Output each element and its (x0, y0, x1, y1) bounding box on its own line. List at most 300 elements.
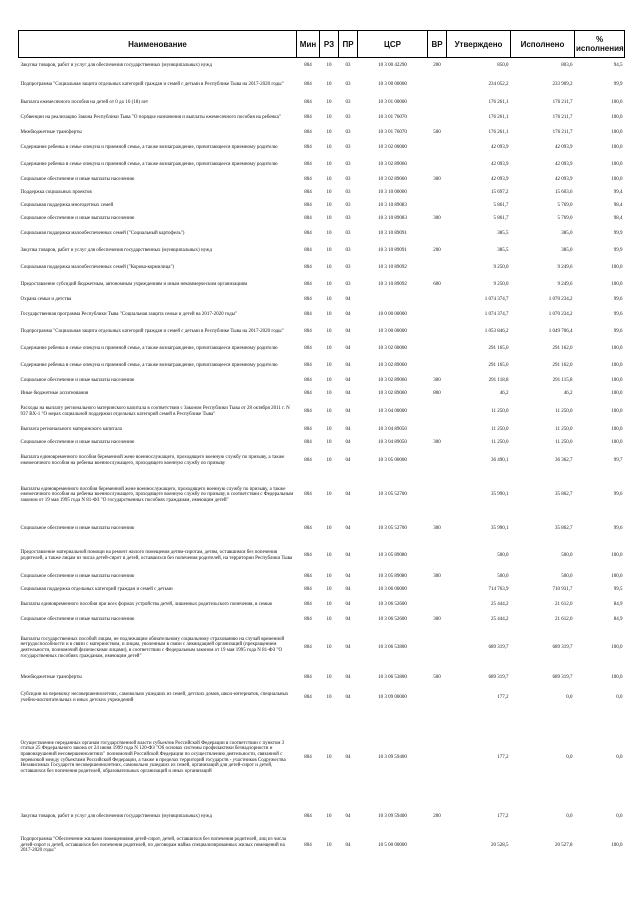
row-pct: 99,5 (613, 587, 623, 593)
row-approved: 35 990,1 (491, 492, 509, 498)
row-min: 804 (304, 363, 312, 369)
row-pct: 100,0 (611, 145, 623, 151)
row-pr: 04 (345, 617, 351, 623)
table-row (19, 829, 625, 863)
row-csr: 10 3 06 53800 (378, 645, 407, 651)
row-pr: 03 (345, 203, 351, 209)
table-row (19, 294, 625, 307)
row-pct: 100,0 (611, 427, 623, 433)
row-pct: 100,0 (611, 346, 623, 352)
row-min: 804 (304, 458, 312, 464)
row-pct: 100,0 (611, 675, 623, 681)
table-row (19, 375, 625, 388)
row-approved: 291 165,0 (488, 346, 509, 352)
row-rz: 10 (326, 248, 332, 254)
row-pr: 04 (345, 754, 351, 760)
row-pct: 99,9 (613, 248, 623, 254)
row-min: 804 (304, 492, 312, 498)
row-name: Социальная поддержка малообеспеченных семей ("Социальный картофель") (20, 231, 185, 237)
row-approved: 1 074 374,7 (484, 297, 509, 303)
row-pr: 04 (345, 526, 351, 532)
row-pct: 100,0 (611, 552, 623, 558)
row-rz: 10 (326, 552, 332, 558)
row-rz: 10 (326, 312, 332, 318)
row-pr: 04 (345, 492, 351, 498)
header-vr: ВР (428, 31, 447, 58)
row-pct: 84,9 (613, 602, 623, 608)
row-pct: 99,6 (613, 312, 623, 318)
row-executed: 42 093,9 (555, 162, 573, 168)
row-approved: 176 261,1 (488, 115, 509, 121)
row-pr: 03 (345, 82, 351, 88)
row-min: 804 (304, 754, 312, 760)
table-row (19, 226, 625, 243)
table-row (19, 243, 625, 260)
row-approved: 176 261,1 (488, 130, 509, 136)
row-vr: 300 (433, 574, 441, 580)
row-vr (428, 358, 447, 375)
row-csr: 10 3 05 52700 (378, 526, 407, 532)
row-name: Предоставление материальной помощи на ремонт жилого помещения детям-сиротам, детям, оставшимся без попечения родителей, а также лицам из числа детей-сирот и детей, оставшихся без попечения родителей, на территории Республики Тыва (20, 549, 293, 561)
row-pct: 0,0 (616, 814, 623, 820)
row-min: 804 (304, 203, 312, 209)
row-approved: 500,0 (497, 574, 509, 580)
row-name: Социальное обеспечение и иные выплаты населению (20, 440, 135, 446)
table-row (19, 157, 625, 174)
row-pr: 04 (345, 695, 351, 701)
row-rz: 10 (326, 814, 332, 820)
row-approved: 35 990,1 (491, 526, 509, 532)
row-name: Иные бюджетные ассигнования (20, 391, 89, 397)
row-rz: 10 (326, 378, 332, 384)
row-min: 804 (304, 177, 312, 183)
row-name: Социальная поддержка многодетных семей (20, 203, 114, 209)
row-pr: 04 (345, 312, 351, 318)
row-executed: 35 862,7 (555, 526, 573, 532)
row-vr (428, 294, 447, 307)
row-min: 804 (304, 145, 312, 151)
row-pct: 94,5 (613, 62, 623, 68)
row-pr: 04 (345, 329, 351, 335)
row-pr: 04 (345, 440, 351, 446)
table-row (19, 571, 625, 584)
row-name: Содержание ребенка в семье опекуна и приемной семье, а также вознаграждение, причитающееся приемному родителю (20, 346, 278, 352)
table-row (19, 424, 625, 437)
row-pct: 100,0 (611, 282, 623, 288)
row-min: 804 (304, 115, 312, 121)
row-executed: 385,0 (561, 231, 573, 237)
row-executed: 46,2 (563, 391, 573, 397)
row-name: Поддержка социальных проектов (20, 190, 92, 196)
row-rz: 10 (326, 346, 332, 352)
row-vr (428, 157, 447, 174)
row-csr: 10 3 01 00000 (378, 100, 407, 106)
row-csr: 10 3 09 59400 (378, 814, 407, 820)
row-approved: 9 250,0 (493, 282, 509, 288)
row-csr: 10 3 10 89083 (378, 203, 407, 209)
row-executed: 233 909,2 (552, 82, 573, 88)
row-vr (428, 140, 447, 157)
row-csr: 10 5 00 00000 (378, 842, 407, 848)
row-approved: 177,2 (497, 814, 509, 820)
table-row (19, 127, 625, 140)
row-name: Выплаты государственных пособий лицам, не подлежащим обязательному социальному страхованию на случай временной нетрудоспособности и в связи с материнством, и лицам, уволенным в связи с ликвидацией организаций (прекращением деятельности, полномочий физическими лицами), в соответствии с Федеральным законом от 19 мая 1995 года N 81-ФЗ "О государственных пособиях гражданам, имеющим детей" (20, 636, 285, 659)
row-name: Закупка товаров, работ и услуг для обеспечения государственных (муниципальных) нужд (20, 62, 213, 68)
row-min: 804 (304, 645, 312, 651)
row-name: Предоставление субсидий бюджетным, автономным учреждениям и иным некоммерческим организациям (20, 282, 248, 288)
row-executed: 5 769,0 (557, 216, 573, 222)
row-pct: 99,6 (613, 526, 623, 532)
table-row (19, 260, 625, 277)
row-csr: 10 3 05 52700 (378, 492, 407, 498)
row-min: 804 (304, 282, 312, 288)
row-executed: 291 162,0 (552, 363, 573, 369)
row-min: 804 (304, 378, 312, 384)
header-min: Мин (297, 31, 320, 58)
header-pr: ПР (339, 31, 358, 58)
row-executed: 15 603,6 (555, 190, 573, 196)
row-pct: 84,9 (613, 617, 623, 623)
row-vr (428, 710, 447, 806)
row-executed: 689 319,7 (552, 675, 573, 681)
row-approved: 42 093,9 (491, 145, 509, 151)
row-pr: 04 (345, 378, 351, 384)
row-pr: 03 (345, 100, 351, 106)
row-approved: 689 319,7 (488, 675, 509, 681)
row-approved: 176 261,1 (488, 100, 509, 106)
row-csr: 10 3 02 00000 (378, 145, 407, 151)
row-approved: 11 250,0 (491, 427, 509, 433)
row-rz: 10 (326, 754, 332, 760)
table-row (19, 213, 625, 226)
row-csr: 10 3 06 53800 (378, 675, 407, 681)
row-name: Выплата ежемесячного пособия на детей от 0 до 16 (18) лет (20, 100, 149, 106)
row-approved: 1 074 374,7 (484, 312, 509, 318)
row-executed: 11 250,0 (555, 409, 573, 415)
row-pr: 04 (345, 842, 351, 848)
row-approved: 42 093,9 (491, 162, 509, 168)
table-row (19, 450, 625, 473)
row-pr: 03 (345, 282, 351, 288)
row-vr (428, 597, 447, 614)
row-executed: 176 211,7 (552, 130, 573, 136)
row-pr: 03 (345, 216, 351, 222)
row-min: 804 (304, 574, 312, 580)
row-rz: 10 (326, 231, 332, 237)
row-pct: 100,0 (611, 177, 623, 183)
header-pct: % исполнения (575, 31, 625, 58)
row-vr (428, 97, 447, 110)
row-min: 804 (304, 231, 312, 237)
row-csr: 10 3 06 52600 (378, 602, 407, 608)
row-rz: 10 (326, 115, 332, 121)
header-name: Наименование (19, 31, 297, 58)
row-csr: 10 3 01 76070 (378, 115, 407, 121)
row-pct: 100,0 (611, 162, 623, 168)
row-executed: 500,0 (561, 552, 573, 558)
row-vr: 300 (433, 440, 441, 446)
row-rz: 10 (326, 526, 332, 532)
row-executed: 1 070 234,2 (548, 312, 573, 318)
row-pr: 03 (345, 130, 351, 136)
row-pr: 04 (345, 346, 351, 352)
row-pct: 0,0 (616, 754, 623, 760)
row-vr (428, 541, 447, 571)
table-row (19, 277, 625, 294)
table-row (19, 806, 625, 829)
table-row (19, 200, 625, 213)
header-executed: Исполнено (511, 31, 575, 58)
row-rz: 10 (326, 265, 332, 271)
table-row (19, 174, 625, 187)
row-min: 804 (304, 162, 312, 168)
row-vr (428, 200, 447, 213)
row-rz: 10 (326, 145, 332, 151)
row-name: Социальное обеспечение и иные выплаты населению (20, 177, 135, 183)
row-csr: 10 3 05 89080 (378, 552, 407, 558)
row-pr: 04 (345, 297, 351, 303)
row-min: 804 (304, 329, 312, 335)
row-pct: 100,0 (611, 409, 623, 415)
row-name: Социальное обеспечение и иные выплаты населению (20, 526, 135, 532)
row-pct: 99,6 (613, 329, 623, 335)
row-approved: 25 444,2 (491, 617, 509, 623)
row-min: 804 (304, 82, 312, 88)
row-csr: 10 3 02 89060 (378, 363, 407, 369)
row-pr: 04 (345, 409, 351, 415)
row-rz: 10 (326, 190, 332, 196)
row-name: Охрана семьи и детства (20, 297, 72, 303)
row-name: Подпрограмма "Социальная защита отдельных категорий граждан и семей с детьми в Республике Тыва на 2017-2020 годы" (20, 329, 284, 335)
row-rz: 10 (326, 574, 332, 580)
table-row (19, 687, 625, 710)
row-approved: 15 697,2 (491, 190, 509, 196)
row-vr: 600 (433, 282, 441, 288)
table-row (19, 110, 625, 127)
row-pct: 99,6 (613, 297, 623, 303)
table-row (19, 437, 625, 450)
row-approved: 177,2 (497, 695, 509, 701)
row-vr: 300 (433, 378, 441, 384)
row-executed: 0,0 (566, 695, 573, 701)
row-rz: 10 (326, 329, 332, 335)
row-csr: 10 3 04 89050 (378, 427, 407, 433)
row-rz: 10 (326, 216, 332, 222)
row-approved: 11 250,0 (491, 440, 509, 446)
row-csr: 10 3 05 00000 (378, 458, 407, 464)
row-pct: 98,4 (613, 203, 623, 209)
row-pr: 04 (345, 391, 351, 397)
row-min: 804 (304, 346, 312, 352)
row-csr: 10 3 02 89060 (378, 391, 407, 397)
row-vr (428, 584, 447, 597)
table-row (19, 358, 625, 375)
row-vr (428, 401, 447, 424)
row-min: 804 (304, 100, 312, 106)
row-csr: 10 3 10 89091 (378, 231, 407, 237)
row-name: Выплата единовременного пособия беременной жене военнослужащего, проходящего военную службу по призыву, а также ежемесячного пособия на ребенка военнослужащего, проходящего военную службу по призыву (20, 455, 285, 466)
row-executed: 803,6 (561, 62, 573, 68)
row-vr (428, 473, 447, 518)
row-approved: 5 861,7 (493, 216, 509, 222)
row-name: Закупка товаров, работ и услуг для обеспечения государственных (муниципальных) нужд (20, 248, 213, 254)
table-row (19, 627, 625, 670)
row-pct: 0,0 (616, 695, 623, 701)
row-executed: 291 162,0 (552, 346, 573, 352)
row-executed: 11 250,0 (555, 440, 573, 446)
row-approved: 46,2 (499, 391, 509, 397)
row-rz: 10 (326, 427, 332, 433)
table-row (19, 388, 625, 401)
row-pr: 03 (345, 265, 351, 271)
row-approved: 36 490,1 (491, 458, 509, 464)
row-name: Подпрограмма "Социальная защита отдельных категорий граждан и семей с детьми в Республике Тыва на 2017-2020 годы" (20, 82, 284, 88)
row-vr (428, 687, 447, 710)
row-approved: 20 528,5 (491, 842, 509, 848)
row-min: 804 (304, 62, 312, 68)
row-rz: 10 (326, 492, 332, 498)
row-csr: 10 3 06 00000 (378, 587, 407, 593)
table-row (19, 597, 625, 614)
row-vr (428, 324, 447, 341)
row-min: 804 (304, 312, 312, 318)
row-vr: 200 (433, 62, 441, 68)
row-vr (428, 341, 447, 358)
row-min: 804 (304, 526, 312, 532)
row-rz: 10 (326, 695, 332, 701)
row-executed: 5 769,0 (557, 203, 573, 209)
row-name: Выплаты единовременного пособия беременной жене военнослужащего, проходящего военную службу по призыву, а также ежемесячного пособия на ребенка военнослужащего, проходящего военную службу по призыву, в соответствии с Федеральным законом от 19 мая 1995 года N 81-ФЗ "О государственных пособиях гражданам, имеющим детей" (20, 486, 294, 503)
row-approved: 234 052,2 (488, 82, 509, 88)
table-row (19, 341, 625, 358)
row-csr: 10 3 02 89060 (378, 177, 407, 183)
row-rz: 10 (326, 62, 332, 68)
row-vr (428, 450, 447, 473)
row-csr (358, 294, 428, 307)
row-executed: 11 250,0 (555, 427, 573, 433)
row-min: 804 (304, 814, 312, 820)
row-approved: 385,5 (497, 231, 509, 237)
row-csr: 10 3 09 59400 (378, 754, 407, 760)
row-executed: 42 093,9 (555, 145, 573, 151)
row-vr (428, 307, 447, 324)
row-min: 804 (304, 248, 312, 254)
row-rz: 10 (326, 440, 332, 446)
row-name: Закупка товаров, работ и услуг для обеспечения государственных (муниципальных) нужд (20, 814, 213, 820)
table-row (19, 307, 625, 324)
table-row (19, 670, 625, 687)
row-executed: 9 249,6 (557, 282, 573, 288)
table-row (19, 401, 625, 424)
row-csr: 10 3 04 00000 (378, 409, 407, 415)
row-approved: 9 250,0 (493, 265, 509, 271)
row-pr: 03 (345, 177, 351, 183)
row-vr: 200 (433, 248, 441, 254)
row-csr: 10 3 04 89050 (378, 440, 407, 446)
row-executed: 20 527,8 (555, 842, 573, 848)
row-vr: 300 (433, 526, 441, 532)
row-approved: 25 444,2 (491, 602, 509, 608)
row-executed: 9 249,6 (557, 265, 573, 271)
table-row (19, 518, 625, 541)
row-rz: 10 (326, 409, 332, 415)
row-csr: 10 3 02 00000 (378, 346, 407, 352)
row-executed: 0,0 (566, 814, 573, 820)
row-pr: 04 (345, 602, 351, 608)
row-rz: 10 (326, 391, 332, 397)
row-pr: 03 (345, 190, 351, 196)
row-pct: 100,0 (611, 265, 623, 271)
row-min: 804 (304, 552, 312, 558)
row-pr: 03 (345, 231, 351, 237)
row-rz: 10 (326, 100, 332, 106)
row-min: 804 (304, 391, 312, 397)
row-name: Осуществление переданных органам государственной власти субъектов Российской Федерации в соответствии с пунктом 3 статьи 25 Федерального закона от 24 июня 1999 года N 120-ФЗ "Об основах системы профилактики безнадзорности и правонарушений несовершеннолетних" полномочий Российской Федерации по осуществлению деятельности, связанной с перевозкой между субъектами Российской Федерации, а также в пределах территорий государств - участников Содружества Независимых Государств несовершеннолетних, самовольно ушедших из семей, организаций для детей-сирот и детей, оставшихся без попечения родителей, образовательных организаций и иных организаций (20, 740, 286, 774)
table-row (19, 541, 625, 571)
row-rz: 10 (326, 203, 332, 209)
row-min: 804 (304, 297, 312, 303)
table-row (19, 614, 625, 627)
table-row (19, 584, 625, 597)
row-rz: 10 (326, 458, 332, 464)
row-csr: 10 3 01 76070 (378, 130, 407, 136)
row-pct: 100,0 (611, 842, 623, 848)
row-pct: 100,0 (611, 130, 623, 136)
row-name: Социальное обеспечение и иные выплаты населению (20, 574, 135, 580)
header-approved: Утверждено (447, 31, 511, 58)
row-pct: 100,0 (611, 574, 623, 580)
row-csr: 10 3 09 00000 (378, 695, 407, 701)
row-approved: 1 053 846,2 (484, 329, 509, 335)
row-name: Расходы на выплату регионального материнского капитала в соответствии с Законом Республики Тыва от 28 октября 2011 г. N 937 ВХ-1 "О мерах социальной поддержки отдельных категорий семей в Республике Тыва" (20, 406, 290, 417)
row-pct: 99,6 (613, 492, 623, 498)
table-row (19, 710, 625, 806)
row-rz: 10 (326, 162, 332, 168)
row-executed: 385,0 (561, 248, 573, 254)
row-vr (428, 260, 447, 277)
row-rz: 10 (326, 130, 332, 136)
row-pct: 100,0 (611, 440, 623, 446)
row-vr (428, 627, 447, 670)
row-pr: 04 (345, 574, 351, 580)
row-pr: 03 (345, 62, 351, 68)
row-rz: 10 (326, 675, 332, 681)
row-rz: 10 (326, 602, 332, 608)
row-pr: 04 (345, 814, 351, 820)
row-pct: 100,0 (611, 645, 623, 651)
row-csr: 10 3 10 89091 (378, 248, 407, 254)
row-pct: 100,0 (611, 100, 623, 106)
row-vr: 200 (433, 814, 441, 820)
table-row (19, 97, 625, 110)
row-approved: 291 165,0 (488, 363, 509, 369)
row-csr: 10 3 02 89060 (378, 162, 407, 168)
row-min: 804 (304, 617, 312, 623)
row-min: 804 (304, 190, 312, 196)
row-approved: 5 861,7 (493, 203, 509, 209)
row-executed: 176 211,7 (552, 100, 573, 106)
row-name: Межбюджетные трансферты (20, 130, 82, 136)
table-row (19, 58, 625, 74)
row-name: Межбюджетные трансферты (20, 675, 82, 681)
row-csr: 10 3 00 00000 (378, 329, 407, 335)
row-name: Содержание ребенка в семье опекуна и приемной семье, а также вознаграждение, причитающееся приемному родителю (20, 363, 278, 369)
row-min: 804 (304, 130, 312, 136)
row-rz: 10 (326, 177, 332, 183)
row-vr (428, 187, 447, 200)
row-csr: 10 3 00 00000 (378, 82, 407, 88)
row-vr (428, 424, 447, 437)
